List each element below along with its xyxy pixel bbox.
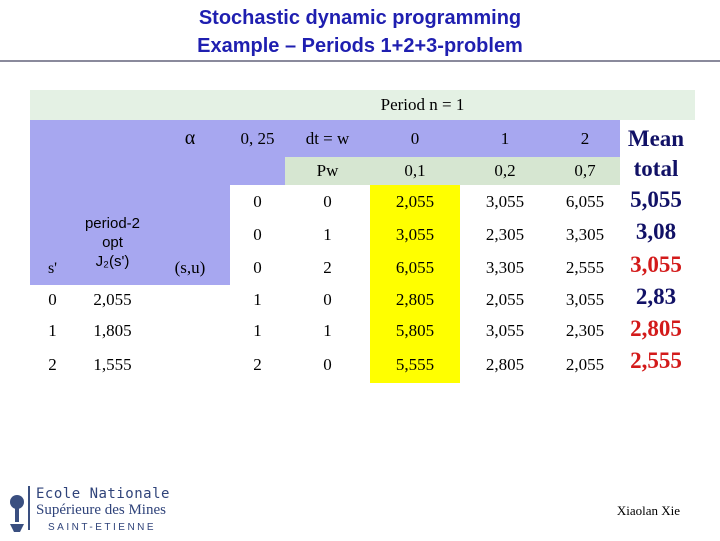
row-2-value-2: 2,555 [550,251,620,285]
j2-row-1-s: 1 [30,315,75,347]
row-3-u: 0 [285,285,370,315]
row-2-u: 2 [285,251,370,285]
j2-row-1-value: 1,805 [75,315,150,347]
row-1-u: 1 [285,219,370,251]
row-3-value-0: 2,805 [370,285,460,315]
mean-total-value-1: 3,08 [635,219,677,244]
row-5-value-2: 2,055 [550,347,620,383]
row-0-value-2: 6,055 [550,185,620,219]
j2-label-line3: J₂(s') [95,253,130,270]
mean-label-line2: total [633,156,679,181]
s-prime-label: s' [47,260,58,277]
author-name: Xiaolan Xie [616,503,680,518]
row-4-u: 1 [285,315,370,347]
mean-total-value-4: 2,805 [630,316,682,341]
row-0-s: 0 [230,185,285,219]
school-logo [4,484,194,536]
row-4-value-1: 3,055 [460,315,550,347]
pw-value-2: 0,7 [550,157,620,185]
slide-subtitle: Example – Periods 1+2+3-problem [197,35,523,57]
row-3-value-1: 2,055 [460,285,550,315]
row-0-value-0: 2,055 [370,185,460,219]
w-value-1: 1 [460,120,550,157]
logo-line2: Supérieure des Mines [36,502,166,518]
row-3-value-2: 3,055 [550,285,620,315]
alpha-label: α [150,120,230,157]
table-corner-top [30,90,150,120]
row-4-s: 1 [230,315,285,347]
period-header: Period n = 1 [150,90,695,120]
row-2-s: 0 [230,251,285,285]
slide-title: Stochastic dynamic programming [198,7,522,29]
j2-label-line2: opt [102,234,123,251]
title-divider [0,60,720,62]
su-empty-lower [150,285,230,383]
row-2-value-0: 6,055 [370,251,460,285]
j2-row-2-value: 1,555 [75,347,150,383]
pw-label: Pw [285,157,370,185]
j2-row-0-value: 2,055 [75,285,150,315]
row-1-value-0: 3,055 [370,219,460,251]
row-0-u: 0 [285,185,370,219]
pw-value-1: 0,2 [460,157,550,185]
row-5-u: 0 [285,347,370,383]
su-label: (s,u) [174,258,206,277]
logo-line1: Ecole Nationale [36,486,170,502]
dt-label: dt = w [285,120,370,157]
row-0-value-1: 3,055 [460,185,550,219]
pw-empty-b [230,157,285,185]
row-3-s: 1 [230,285,285,315]
mean-total-value-3: 2,83 [635,284,677,309]
mean-label-line1: Mean [627,126,685,151]
row-2-value-1: 3,305 [460,251,550,285]
mean-total-value-2: 3,055 [630,252,682,277]
row-4-value-2: 2,305 [550,315,620,347]
row-1-s: 0 [230,219,285,251]
pw-empty-a [150,157,230,185]
row-1-value-2: 3,305 [550,219,620,251]
j2-row-2-s: 2 [30,347,75,383]
mean-total-value-0: 5,055 [630,187,682,212]
row-5-value-1: 2,805 [460,347,550,383]
row-5-s: 2 [230,347,285,383]
j2-label-line1: period-2 [84,215,141,232]
row-5-value-0: 5,555 [370,347,460,383]
w-value-2: 2 [550,120,620,157]
w-value-0: 0 [370,120,460,157]
j2-row-0-s: 0 [30,285,75,315]
row-1-value-1: 2,305 [460,219,550,251]
mean-total-value-5: 2,555 [630,348,682,373]
alpha-value: 0, 25 [230,120,285,157]
j2-label [75,214,150,271]
logo-line3: SAINT-ETIENNE [48,522,157,533]
pw-value-0: 0,1 [370,157,460,185]
row-4-value-0: 5,805 [370,315,460,347]
